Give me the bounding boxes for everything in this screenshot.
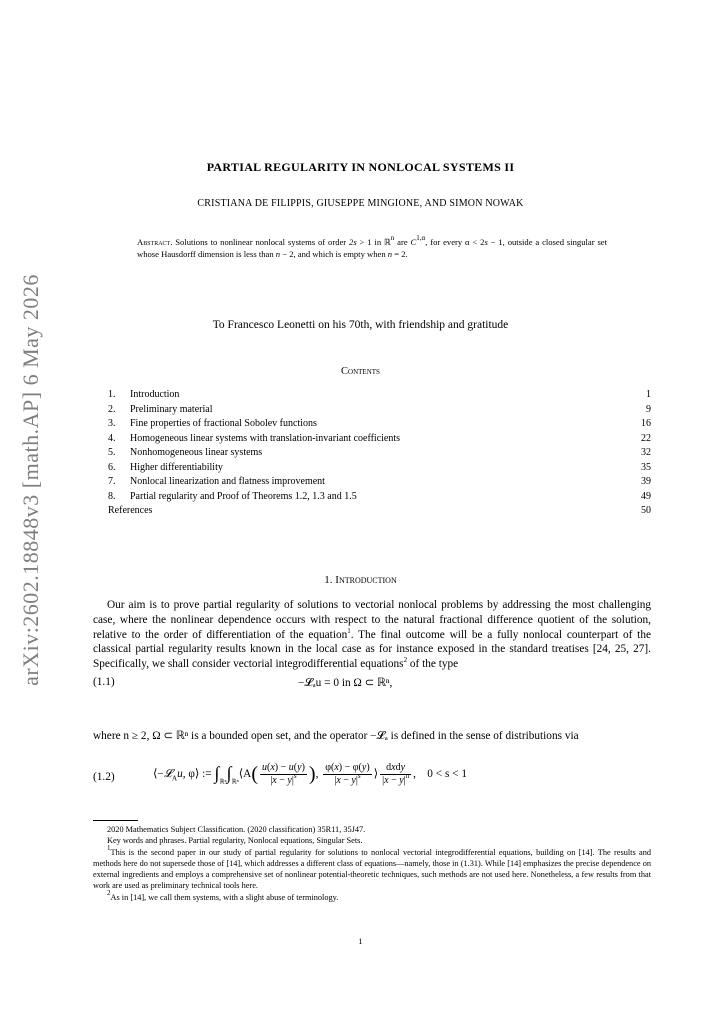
toc-entry[interactable]: 6. Higher differentiability 35 [108, 461, 651, 473]
equation-number: (1.2) [93, 771, 115, 783]
footnote-2: $^2$As in [14], we call them systems, with a slight abuse of terminology. [107, 888, 339, 902]
abstract-label: Abstract. [137, 237, 173, 247]
equation-1-1 [93, 676, 651, 692]
toc-entry[interactable]: 2. Preliminary material 9 [108, 403, 651, 415]
equation-body: ⟨−𝓛$_A$u, φ⟩ := $\int_{ℝ^n}\int_{ℝ^n}⟨A$( $\frac{u(x) - u(y)}{|x - y|^s}$ ), $\frac{\varphi(x) - \varphi(y)}{|x - y|^s}$ ⟩ $\frac{\text{dxdy}}{|x - y|^n}$ , 0 < s < 1 [153, 762, 468, 786]
footnote-rule [93, 820, 138, 821]
footnote-1: $^1$This is the second paper in our study of partial regularity for solutions to nonlocal vectorial integrodifferential equations, building on [14]. The results and methods here do not supersede those of [14], which addresses a different class of equations—namely, those in (1.31). While [14] emphasizes the precise dependence on external ingredients and employs a comprehensive set of nonlinear potential-theoretic techniques, such methods are not used here. Nonetheless, a few results from that work are used as preliminary technical tools here. [93, 843, 651, 891]
equation-1-2 [93, 762, 651, 796]
page-number: 1 [358, 936, 363, 946]
toc-entry[interactable]: 3. Fine properties of fractional Sobolev functions 16 [108, 418, 651, 429]
footnote-keywords: Key words and phrases. Partial regularity, Nonlocal equations, Singular Sets. [107, 836, 363, 846]
abstract-text: Solutions to nonlinear nonlocal systems of order 2s > 1 in ℝ$^n$ are $C^{1,\alpha}$, for every α < 2s − 1, outside a closed singular set whose Hausdorff dimension is less than n − 2, and which is empty when n = 2. [137, 234, 607, 259]
table-of-contents [108, 388, 651, 519]
toc-entry[interactable]: 1. Introduction 1 [108, 389, 651, 400]
arxiv-stamp: arXiv:2602.18848v3 [math.AP] 6 May 2026 [18, 274, 43, 686]
equation-body: −𝓛ₐu = 0 in Ω ⊂ ℝⁿ, [298, 677, 393, 689]
toc-entry-references[interactable]: References 50 [108, 505, 651, 516]
footnote-msc: 2020 Mathematics Subject Classification. (2020 classification) 35R11, 35J47. [107, 825, 366, 834]
equation-number: (1.1) [93, 676, 115, 688]
paper-authors: CRISTIANA DE FILIPPIS, GIUSEPPE MINGIONE, AND SIMON NOWAK [197, 198, 524, 209]
abstract [137, 236, 607, 260]
dedication: To Francesco Leonetti on his 70th, with friendship and gratitude [212, 319, 509, 331]
toc-entry[interactable]: 8. Partial regularity and Proof of Theorems 1.2, 1.3 and 1.5 49 [108, 490, 651, 502]
section-heading: 1. Introduction [324, 574, 397, 586]
toc-entry[interactable]: 7. Nonlocal linearization and flatness improvement 39 [108, 476, 651, 487]
footnotes [93, 824, 651, 903]
toc-entry[interactable]: 5. Nonhomogeneous linear systems 32 [108, 447, 651, 458]
footnote-ref[interactable]: 2 [403, 656, 408, 665]
intro-paragraph: Our aim is to prove partial regularity of solutions to vectorial nonlocal problems by addressing the most challenging case, where the nonlinear dependence occurs with respect to the natural fractional difference quotient of the solution, relative to the order of differentiation of the equation$^1$. The final outcome will be a fully nonlocal counterpart of the classical partial regularity results known in the local case as for instance exposed in the standard treatises [24, 25, 27]. Specifically, we shall consider vectorial integrodifferential equations$^2$ of the type [93, 599, 651, 671]
paragraph: where n ≥ 2, Ω ⊂ ℝⁿ is a bounded open set, and the operator −𝓛ₐ is defined in the sense of distributions via [93, 730, 579, 742]
toc-entry[interactable]: 4. Homogeneous linear systems with translation-invariant coefficients 22 [108, 432, 651, 444]
footnote-ref[interactable]: 1 [347, 626, 351, 635]
contents-heading: Contents [341, 366, 380, 377]
paper-title: PARTIAL REGULARITY IN NONLOCAL SYSTEMS II [206, 160, 515, 174]
